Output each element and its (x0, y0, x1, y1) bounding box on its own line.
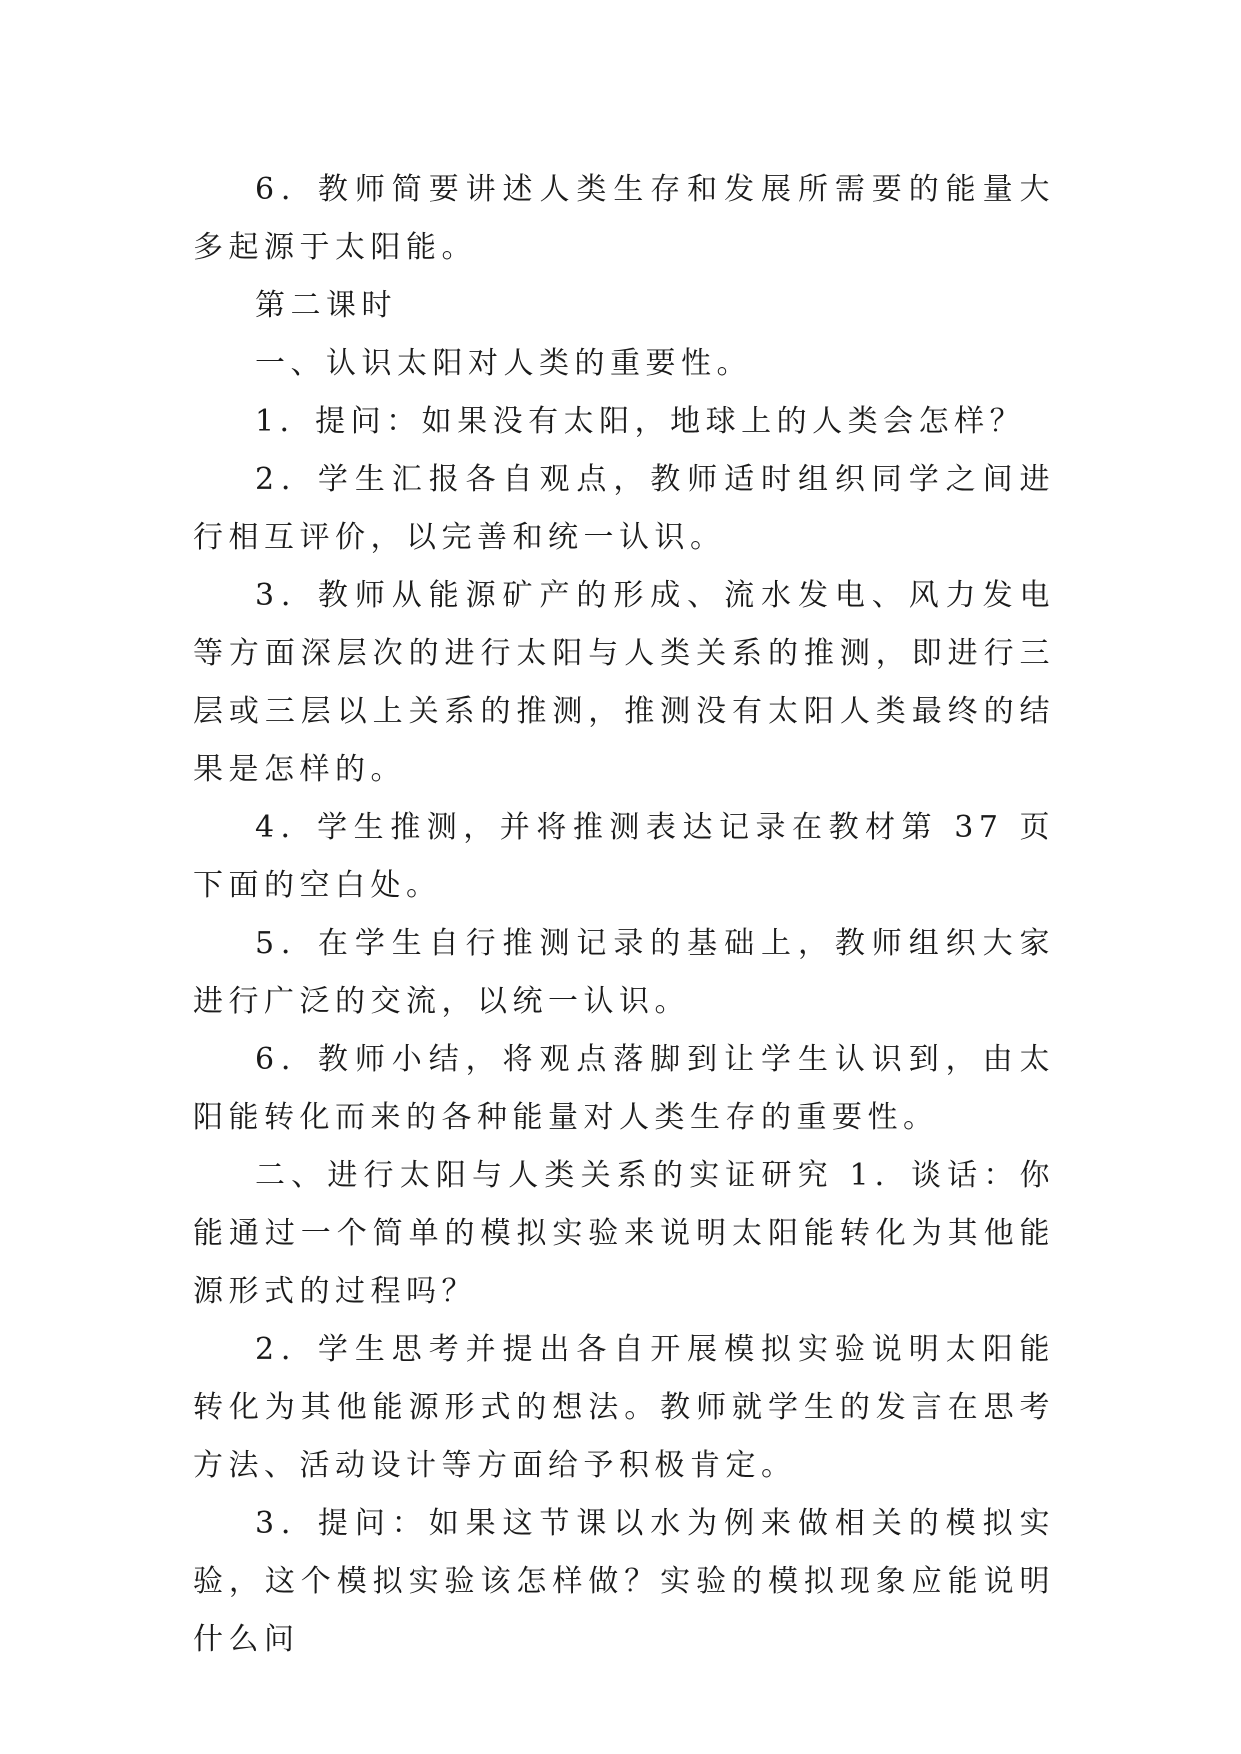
document-body (193, 161, 1055, 1669)
paragraph-solar-energy-origin: 6．教师简要讲述人类生存和发展所需要的能量大多起源于太阳能。 (193, 172, 1055, 265)
paragraph-question-no-sun: 1．提问：如果没有太阳，地球上的人类会怎样？ (255, 404, 1026, 439)
paragraph-teacher-summary: 6．教师小结，将观点落脚到让学生认识到，由太阳能转化而来的各种能量对人类生存的重要性。 (193, 1042, 1055, 1135)
section-heading-importance-of-sun: 一、认识太阳对人类的重要性。 (255, 346, 752, 381)
paragraph-water-experiment-question: 3．提问：如果这节课以水为例来做相关的模拟实验，这个模拟实验该怎样做？实验的模拟现象应能说明什么问 (193, 1506, 1055, 1657)
paragraph-student-ideas: 2．学生思考并提出各自开展模拟实验说明太阳能转化为其他能源形式的想法。教师就学生的发言在思考方法、活动设计等方面给予积极肯定。 (193, 1332, 1055, 1483)
section-heading-empirical-study: 二、进行太阳与人类关系的实证研究 1．谈话：你能通过一个简单的模拟实验来说明太阳能转化为其他能源形式的过程吗？ (193, 1158, 1055, 1309)
paragraph-teacher-inference: 3．教师从能源矿产的形成、流水发电、风力发电等方面深层次的进行太阳与人类关系的推测，即进行三层或三层以上关系的推测，推测没有太阳人类最终的结果是怎样的。 (193, 578, 1055, 787)
lesson-heading-second-period: 第二课时 (255, 288, 397, 323)
paragraph-student-record: 4．学生推测，并将推测表达记录在教材第 37 页下面的空白处。 (193, 810, 1055, 903)
paragraph-discussion: 5．在学生自行推测记录的基础上，教师组织大家进行广泛的交流，以统一认识。 (193, 926, 1055, 1019)
paragraph-student-report: 2．学生汇报各自观点，教师适时组织同学之间进行相互评价，以完善和统一认识。 (193, 462, 1055, 555)
